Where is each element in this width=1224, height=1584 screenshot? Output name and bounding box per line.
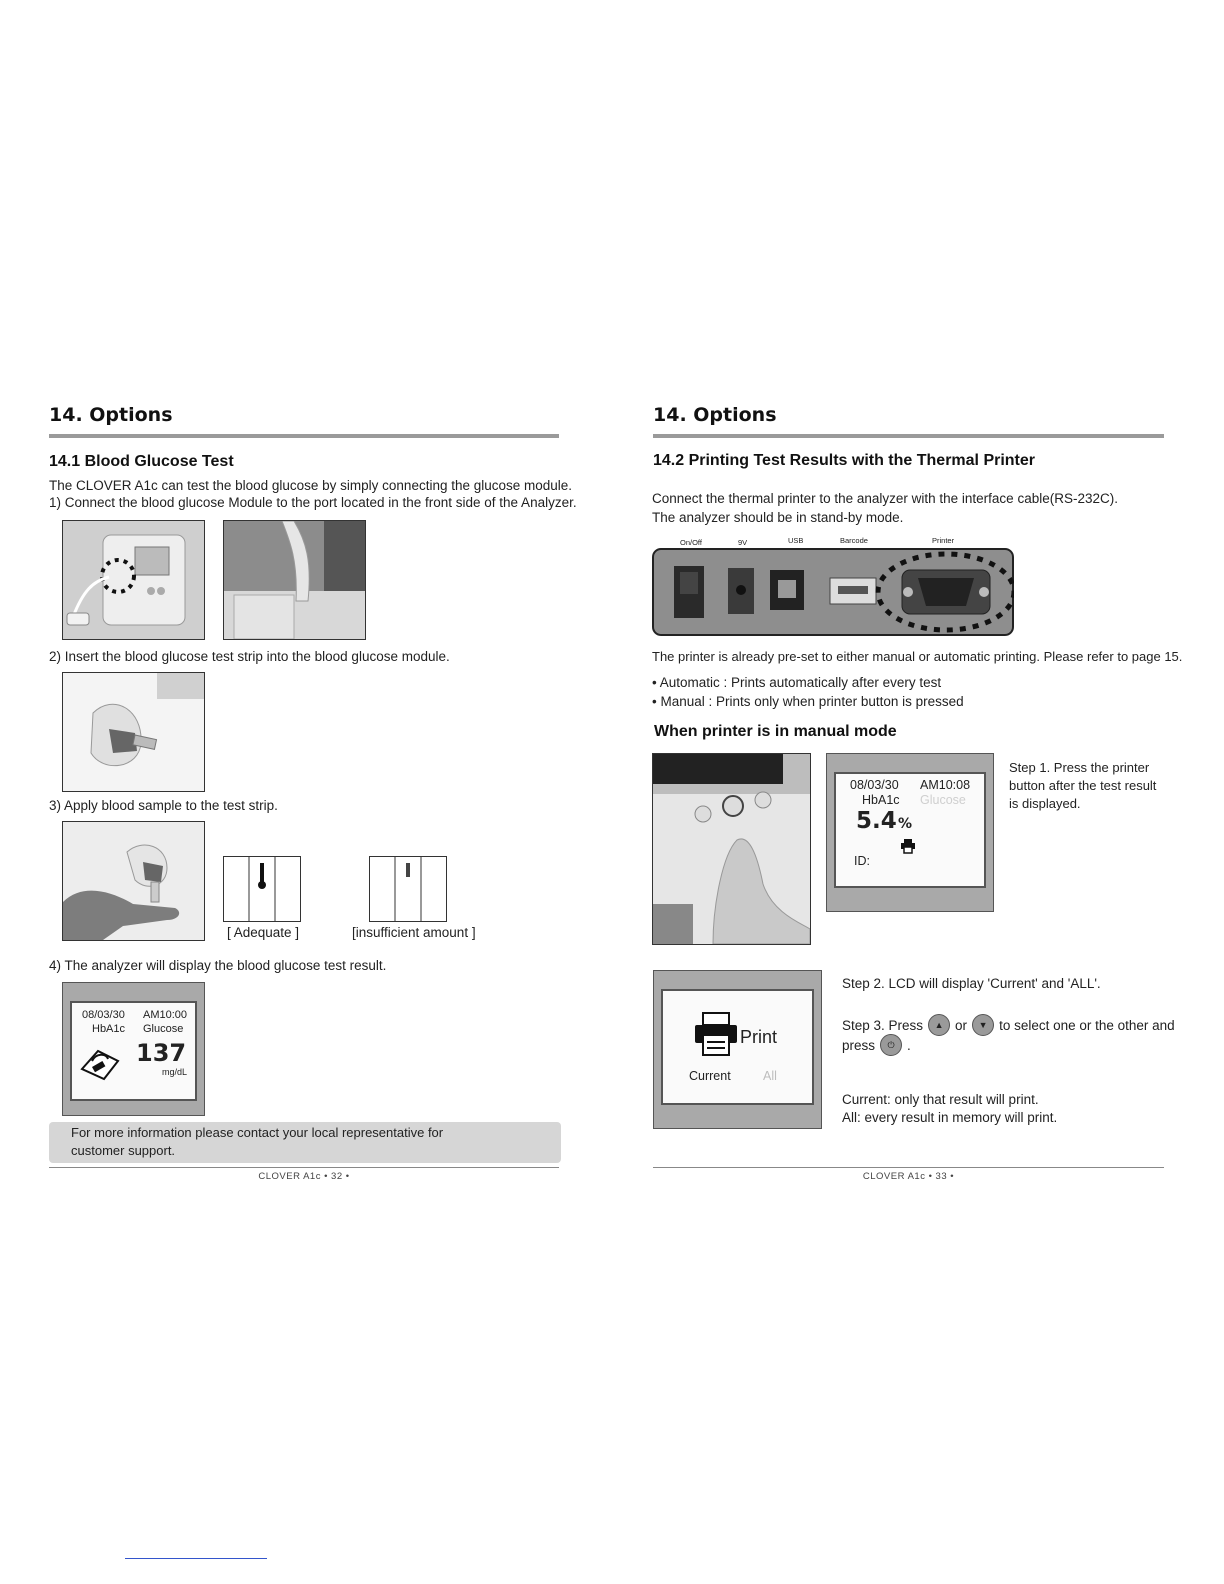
step2-text: Step 2. LCD will display 'Current' and 'ALL'. (842, 976, 1101, 991)
step1-line-3: is displayed. (1009, 796, 1081, 811)
print-printer-icon (693, 1011, 739, 1062)
print-title: Print (740, 1027, 778, 1047)
lcd-date: 08/03/30 (82, 1009, 125, 1021)
right-footer-rule (653, 1167, 1164, 1168)
analyzer-port-photo (62, 520, 205, 640)
lcd-hba1c-label: HbA1c (92, 1023, 126, 1035)
info-line-2: customer support. (71, 1143, 176, 1158)
port-label-usb: USB (788, 536, 804, 545)
port-label-printer: Printer (932, 536, 955, 545)
right-subsection-title: 14.2 Printing Test Results with the Thermal Printer (653, 452, 1036, 469)
bullet-automatic: • Automatic : Prints automatically after every test (652, 675, 942, 690)
step3-dot-text: . (907, 1037, 911, 1053)
left-step2-text: 2) Insert the blood glucose test strip into the blood glucose module. (49, 649, 450, 664)
lcd2-value: 5.4 (856, 808, 897, 834)
insufficient-strip-diagram (369, 856, 447, 922)
lcd2-id-label: ID: (854, 854, 870, 868)
print-option-all: All (763, 1069, 777, 1083)
step3-press2-text: press (842, 1037, 876, 1053)
step3-line-1 (842, 1014, 1175, 1036)
step3-select-text: to select one or the other and (999, 1017, 1175, 1033)
hba1c-result-lcd (826, 753, 994, 912)
glucose-result-lcd (62, 982, 205, 1116)
left-step3-text: 3) Apply blood sample to the test strip. (49, 798, 278, 813)
right-page-footer: CLOVER A1c • 33 • (862, 1171, 955, 1182)
step3-press-text: Step 3. Press (842, 1017, 924, 1033)
step3-line-2 (842, 1034, 911, 1056)
lcd2-unit: % (898, 816, 913, 832)
adequate-label: [ Adequate ] (227, 925, 300, 940)
blood-sample-photo (62, 821, 205, 941)
port-label-onoff: On/Off (680, 538, 702, 547)
print-select-lcd (653, 970, 822, 1129)
step1-line-1: Step 1. Press the printer (1009, 760, 1150, 775)
lcd-glucose-unit: mg/dL (162, 1067, 188, 1077)
step3-or-text: or (955, 1017, 968, 1033)
bullet-manual: • Manual : Prints only when printer button is pressed (652, 694, 964, 709)
lcd-time: AM10:00 (143, 1009, 188, 1021)
manual-mode-heading: When printer is in manual mode (654, 723, 897, 740)
port-label-9v: 9V (738, 538, 748, 547)
connect-line-2: The analyzer should be in stand-by mode. (652, 510, 904, 525)
module-insert-photo (223, 520, 366, 640)
left-footer-rule (49, 1167, 559, 1168)
lcd2-time: AM10:08 (920, 778, 971, 792)
right-section-title: 14. Options (653, 404, 777, 426)
lcd2-glucose-label: Glucose (920, 793, 966, 807)
preset-note: The printer is already pre-set to either manual or automatic printing. Please refer to page 15. (652, 649, 1183, 664)
bottom-blue-line (125, 1558, 267, 1559)
lcd2-date: 08/03/30 (850, 778, 899, 792)
right-title-rule (653, 434, 1164, 438)
printer-result-icon (78, 1043, 122, 1088)
left-title-rule (49, 434, 559, 438)
analyzer-back-panel (652, 548, 1014, 636)
step1-line-2: button after the test result (1009, 778, 1157, 793)
info-box (49, 1122, 561, 1163)
adequate-strip-diagram (223, 856, 301, 922)
left-subsection-title: 14.1 Blood Glucose Test (49, 453, 234, 470)
down-arrow-button-icon: ▼ (972, 1014, 994, 1036)
left-page-footer: CLOVER A1c • 32 • (258, 1171, 350, 1182)
insufficient-label: [insufficient amount ] (352, 925, 476, 940)
left-section-title: 14. Options (49, 404, 173, 426)
lcd2-hba1c-label: HbA1c (862, 793, 900, 807)
print-option-current: Current (689, 1069, 731, 1083)
all-description: All: every result in memory will print. (842, 1110, 1058, 1125)
up-arrow-button-icon: ▲ (928, 1014, 950, 1036)
left-step1-text: 1) Connect the blood glucose Module to the port located in the front side of the Analyzer. (49, 495, 577, 510)
port-label-barcode: Barcode (840, 536, 868, 545)
printer-icon (900, 838, 916, 859)
current-description: Current: only that result will print. (842, 1092, 1039, 1107)
power-button-icon: ⏻ (880, 1034, 902, 1056)
left-intro-text: The CLOVER A1c can test the blood glucose by simply connecting the glucose module. (49, 478, 573, 493)
left-step4-text: 4) The analyzer will display the blood glucose test result. (49, 958, 387, 973)
printer-button-photo (652, 753, 811, 945)
lcd-glucose-label: Glucose (143, 1023, 184, 1035)
info-line-1: For more information please contact your local representative for (71, 1125, 444, 1140)
lcd-glucose-value: 137 (136, 1039, 187, 1067)
connect-line-1: Connect the thermal printer to the analyzer with the interface cable(RS-232C). (652, 491, 1118, 506)
strip-module-photo (62, 672, 205, 792)
